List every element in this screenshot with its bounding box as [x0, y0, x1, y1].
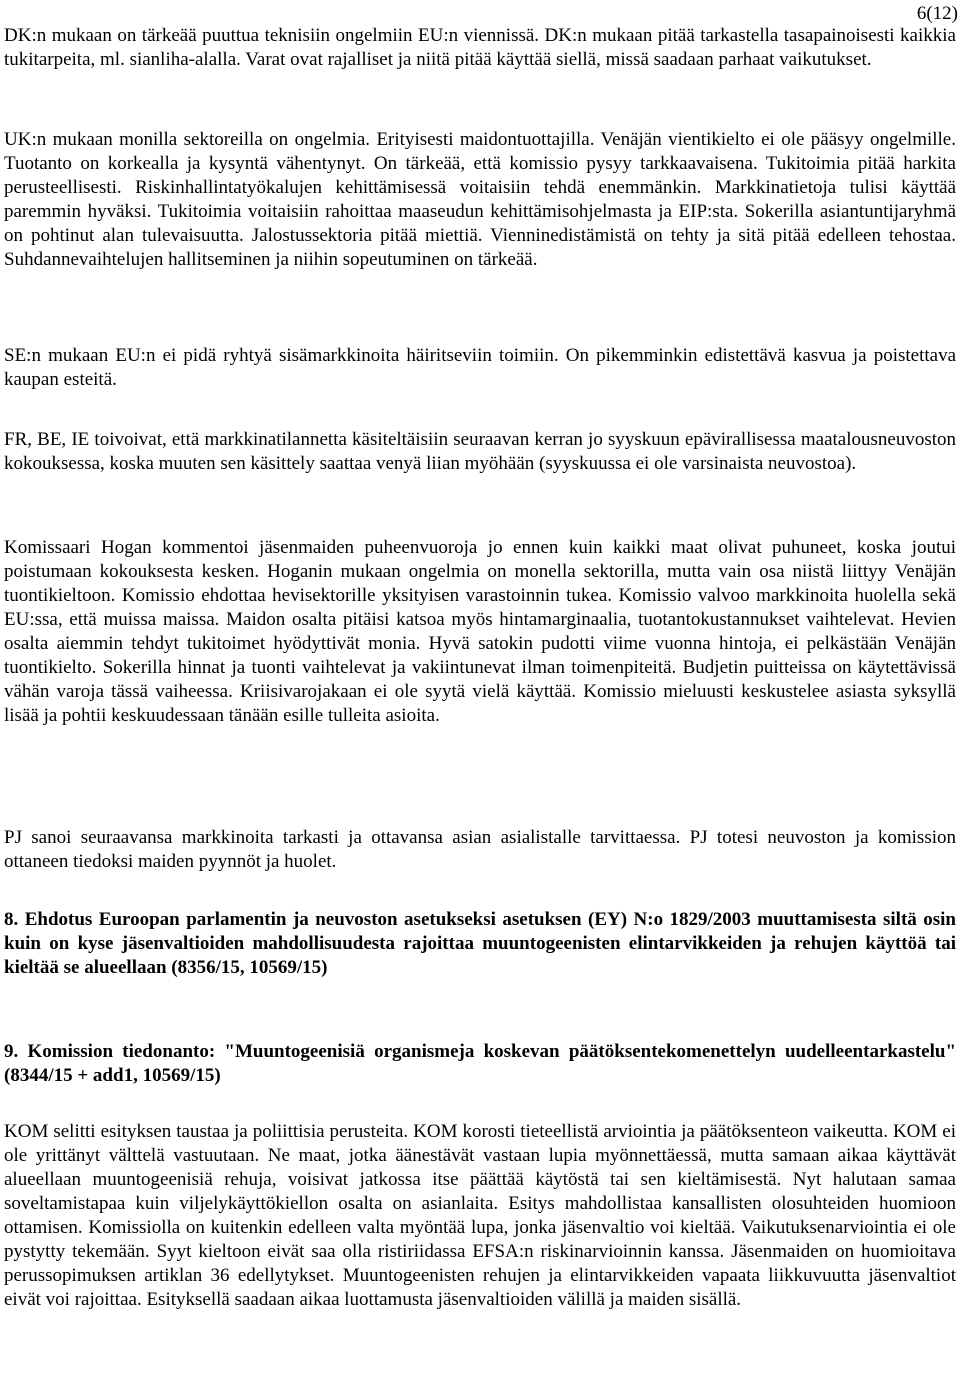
paragraph-pj: PJ sanoi seuraavansa markkinoita tarkasti ja ottavansa asian asialistalle tarvittaessa. PJ totesi neuvoston ja komission ottaneen tiedoksi maiden pyynnöt ja huolet.	[4, 827, 956, 872]
paragraph-uk: UK:n mukaan monilla sektoreilla on ongelmia. Erityisesti maidontuottajilla. Venäjän vientikielto ei ole pääsyy ongelmille. Tuotanto on korkealla ja kysyntä vähentynyt. On tärkeää, että komissio pysyy tarkkaavaisena. Tukitoimia pitää harkita perusteellisesti. Riskinhallintatyökalujen kehittämisessä voitaisiin tehdä enemmänkin. Markkinatietoja tulisi käyttää paremmin hyväksi. Tukitoimia voitaisiin rahoittaa maaseudun kehittämisohjelmasta ja EIP:sta. Sokerilla asiantuntijaryhmä on pohtinut alan tulevaisuutta. Jalostussektoria pitää miettiä. Vienninedistämistä on tehty ja sitä pitää edelleen tehostaa. Suhdannevaihtelujen hallitseminen ja niihin sopeutuminen on tärkeää.	[4, 129, 956, 270]
page-number: 6(12)	[916, 3, 958, 24]
paragraph-fr-be-ie: FR, BE, IE toivoivat, että markkinatilannetta käsiteltäisiin seuraavan kerran jo syyskuun epävirallisessa maatalousneuvoston kokouksessa, koska muuten sen käsittely saattaa venyä liian myöhään (syyskuussa ei ole varsinaista neuvostoa).	[4, 429, 956, 474]
agenda-item-9-heading: 9. Komission tiedonanto: "Muuntogeenisiä organismeja koskevan päätöksentekomenettelyn uudelleentarkastelu" (8344/15 + add1, 10569/15)	[4, 1041, 956, 1086]
agenda-item-8-heading: 8. Ehdotus Euroopan parlamentin ja neuvoston asetukseksi asetuksen (EY) N:o 1829/2003 muuttamisesta siltä osin kuin on kyse jäsenvaltioiden mahdollisuudesta rajoittaa muuntogeenisten elintarvikkeiden ja rehujen käyttöä tai kieltää se alueellaan (8356/15, 10569/15)	[4, 909, 956, 978]
paragraph-kom: KOM selitti esityksen taustaa ja poliittisia perusteita. KOM korosti tieteellistä arviointia ja päätöksenteon vaikeutta. KOM ei ole yrittänyt välttelä vastuutaan. Ne maat, jotka äänestävät vastaan lupia myönnettäessä, mutta samaan aikaa käyttävät alueellaan muuntogeenisiä rehuja, voisivat jatkossa itse päättää käytöstä tai sen kieltämisestä. Nyt halutaan samaa soveltamistapaa kuin viljelykäyttökiellon osalta on asianlaita. Esitys mahdollistaa kansallisten olosuhteiden huomioon ottamisen. Komissiolla on kuitenkin edelleen valta myöntää lupa, jonka jäsenvaltio voi kieltää. Vaikutuksenarviointia ei ole pystytty tekemään. Syyt kieltoon eivät saa olla ristiriidassa EFSA:n riskinarvioinnin kanssa. Jäsenmaiden on huomioitava perussopimuksen artiklan 36 edellytykset. Muuntogeenisten rehujen ja elintarvikkeiden vapaata liikkuvuutta jäsenvaltiot eivät voi rajoittaa. Esityksellä saadaan aikaa luottamusta jäsenvaltioiden välillä ja maiden sisällä.	[4, 1121, 956, 1310]
paragraph-se: SE:n mukaan EU:n ei pidä ryhtyä sisämarkkinoita häiritseviin toimiin. On pikemminkin edistettävä kasvua ja poistettava kaupan esteitä.	[4, 345, 956, 390]
paragraph-dk: DK:n mukaan on tärkeää puuttua teknisiin ongelmiin EU:n viennissä. DK:n mukaan pitää tarkastella tasapainoisesti kaikkia tukitarpeita, ml. sianliha-alalla. Varat ovat rajalliset ja niitä pitää käyttää siellä, missä saadaan parhaat vaikutukset.	[4, 25, 956, 70]
paragraph-hogan: Komissaari Hogan kommentoi jäsenmaiden puheenvuoroja jo ennen kuin kaikki maat olivat puhuneet, koska joutui poistumaan kokouksesta kesken. Hoganin mukaan ongelmia on monella sektorilla, mutta vain osa niistä liittyy Venäjän tuontikieltoon. Komissio ehdottaa hevisektorille yksityisen varastoinnin tukea. Komissio valvoo markkinoita huolella sekä EU:ssa, että muissa maissa. Maidon osalta pitäisi katsoa myös hintamarginaalia, tuotantokustannukset vaihtelevat. Hevien osalta aiemmin tehdyt tukitoimet hyödyttivät monia. Hyvä satokin pudotti viime vuonna hintoja, ei pelkästään Venäjän tuontikielto. Sokerilla hinnat ja tuonti vaihtelevat ja vakiintunevat ilman toimenpiteitä. Budjetin puitteissa on käytettävissä vähän varoja tässä vaiheessa. Kriisivarojakaan ei ole syytä vielä käyttää. Komissio mieluusti keskustelee asiasta syksyllä lisää ja pohtii keskuudessaan tänään esille tulleita asioita.	[4, 537, 956, 726]
